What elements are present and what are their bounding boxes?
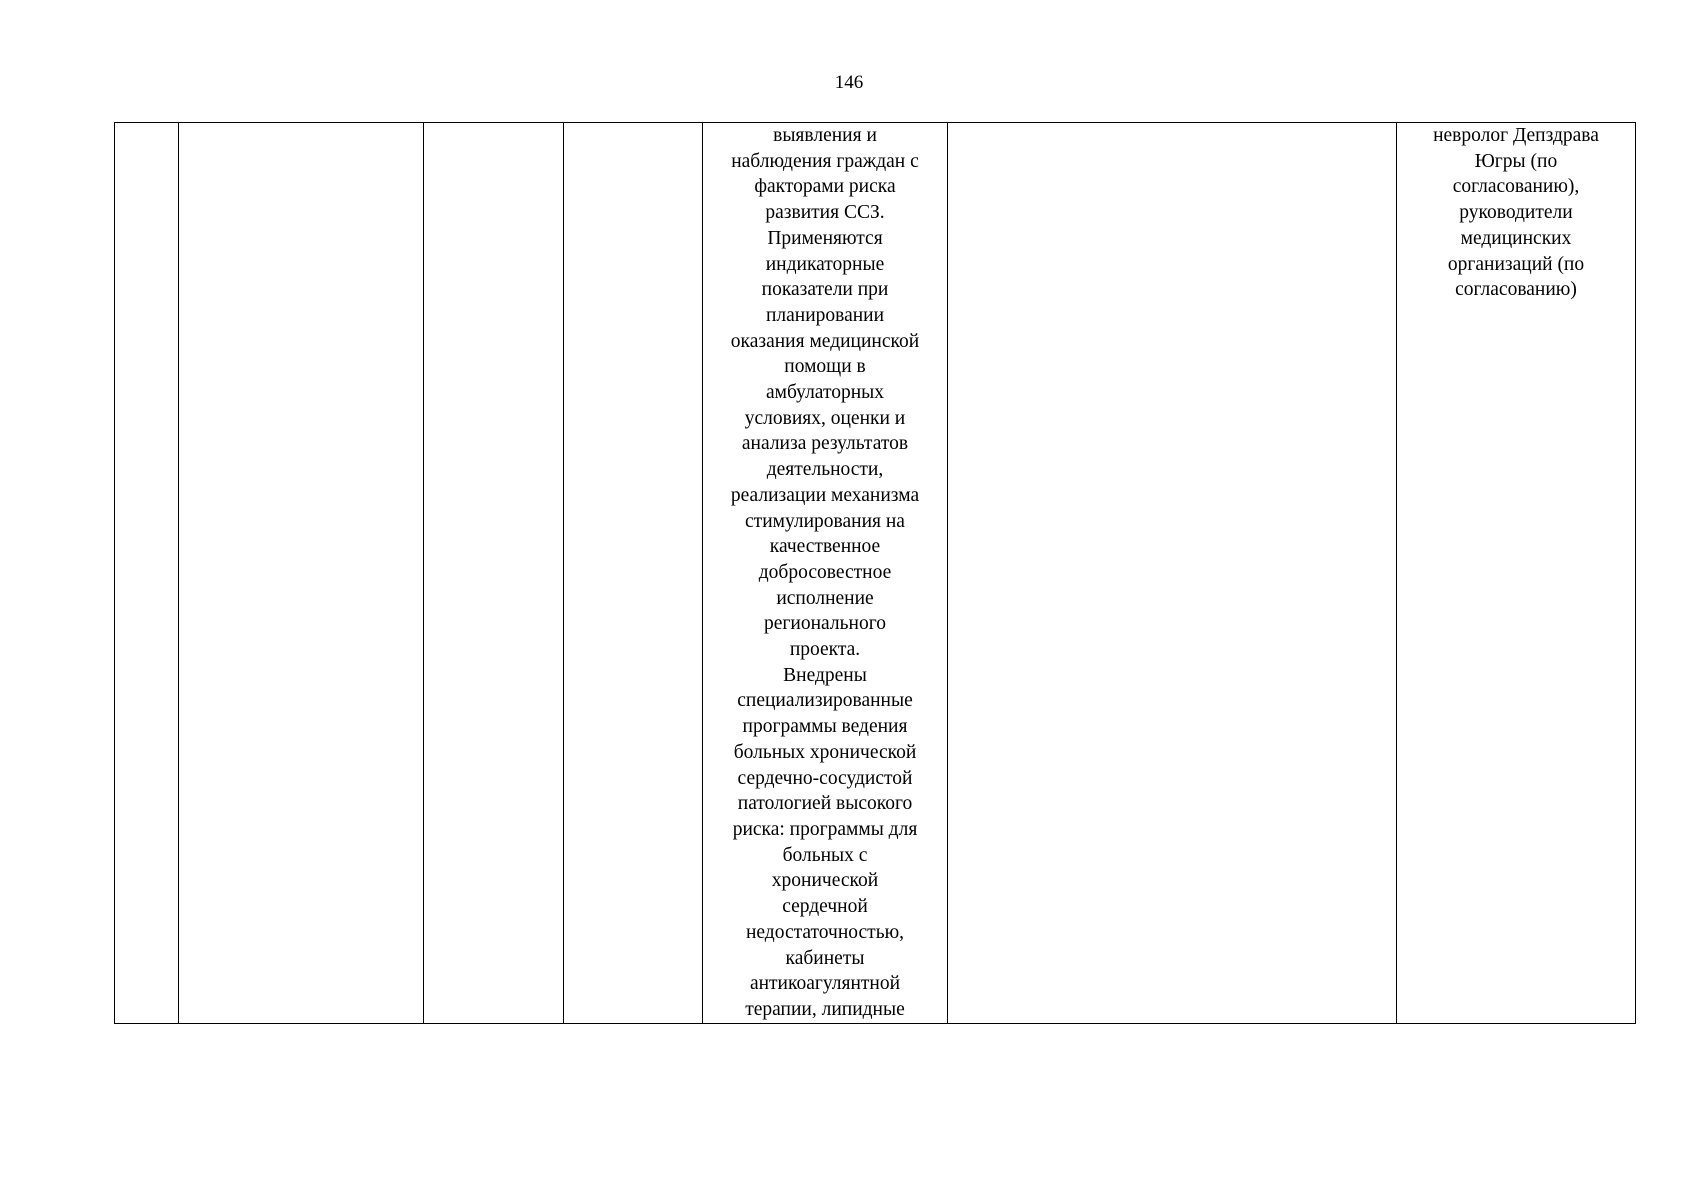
table-cell-number [115,123,179,1024]
table-cell-name [179,123,424,1024]
page-number: 146 [834,72,864,93]
table-cell-result [948,123,1397,1024]
cell-text-responsible: невролог Депздрава Югры (по согласованию), руководители медицинских организаций (по согласованию) [1433,125,1599,301]
table-cell-description [703,123,948,1024]
table-row [115,123,1636,1024]
table-cell-responsible [1397,123,1636,1024]
document-table [114,122,1636,1024]
table-cell-start [424,123,564,1024]
table-cell-end [564,123,703,1024]
cell-text-description: выявления и наблюдения граждан с факторами риска развития ССЗ. Применяются индикаторные показатели при планировании оказания медицинской помощи в амбулаторных условиях, оценки и анализа результатов деятельности, реализации механизма стимулирования на качественное добросовестное исполнение регионального проекта. Внедрены специализированные программы ведения больных хронической сердечно-сосудистой патологией высокого риска: программы для больных с хронической сердечной недостаточностью, кабинеты антикоагулянтной терапии, липидные [730,125,920,1020]
